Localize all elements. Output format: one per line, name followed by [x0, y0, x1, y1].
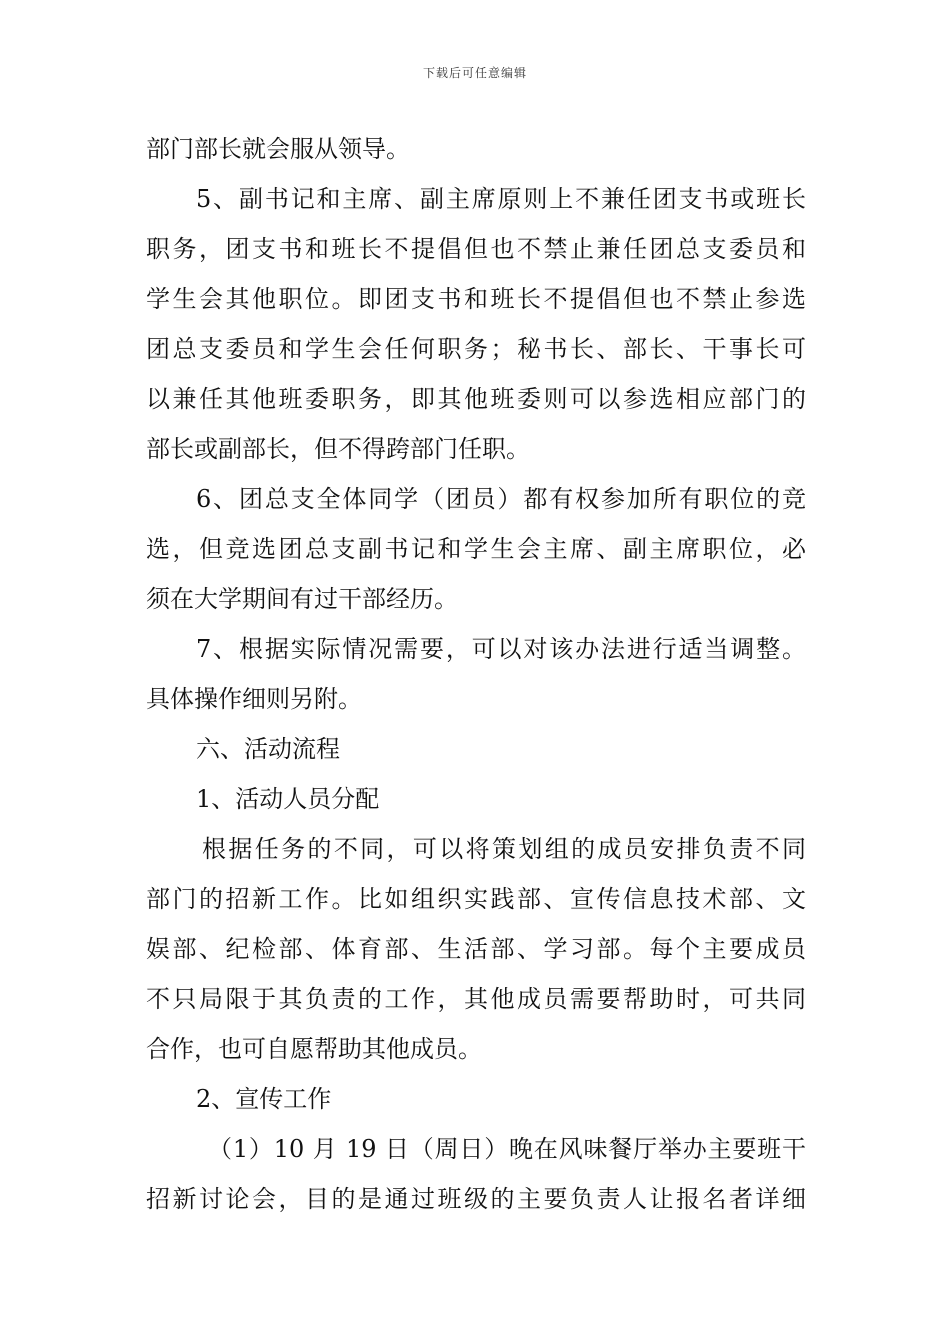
text-line: 不只局限于其负责的工作，其他成员需要帮助时，可共同 — [146, 985, 806, 1013]
text-line: 团总支委员和学生会任何职务；秘书长、部长、干事长可 — [146, 335, 806, 363]
subsection-heading: 2、宣传工作 — [196, 1085, 332, 1113]
text-line: 娱部、纪检部、体育部、生活部、学习部。每个主要成员 — [146, 935, 806, 963]
text-line: 7、根据实际情况需要，可以对该办法进行适当调整。 — [196, 635, 806, 663]
text-line: 学生会其他职位。即团支书和班长不提倡但也不禁止参选 — [146, 285, 806, 313]
text-line: 职务，团支书和班长不提倡但也不禁止兼任团总支委员和 — [146, 235, 806, 263]
text-line: 具体操作细则另附。 — [146, 685, 362, 713]
text-line: 部门的招新工作。比如组织实践部、宣传信息技术部、文 — [146, 885, 806, 913]
text-line: 根据任务的不同，可以将策划组的成员安排负责不同 — [202, 835, 806, 863]
text-line: 合作，也可自愿帮助其他成员。 — [146, 1035, 482, 1063]
text-line: 部长或副部长，但不得跨部门任职。 — [146, 435, 530, 463]
text-line: 6、团总支全体同学（团员）都有权参加所有职位的竞 — [196, 485, 806, 513]
text-line: （1）10 月 19 日（周日）晚在风味餐厅举办主要班干 — [208, 1135, 806, 1163]
page-header: 下载后可任意编辑 — [422, 66, 527, 80]
subsection-heading: 1、活动人员分配 — [196, 785, 380, 813]
text-line: 选，但竞选团总支副书记和学生会主席、副主席职位，必 — [146, 535, 806, 563]
text-line: 5、副书记和主席、副主席原则上不兼任团支书或班长 — [196, 185, 806, 213]
text-line: 须在大学期间有过干部经历。 — [146, 585, 458, 613]
document-body — [146, 124, 806, 1224]
text-line: 招新讨论会，目的是通过班级的主要负责人让报名者详细 — [146, 1185, 806, 1213]
section-heading: 六、活动流程 — [196, 735, 340, 763]
text-line: 以兼任其他班委职务，即其他班委则可以参选相应部门的 — [146, 385, 806, 413]
text-line: 部门部长就会服从领导。 — [146, 135, 410, 163]
